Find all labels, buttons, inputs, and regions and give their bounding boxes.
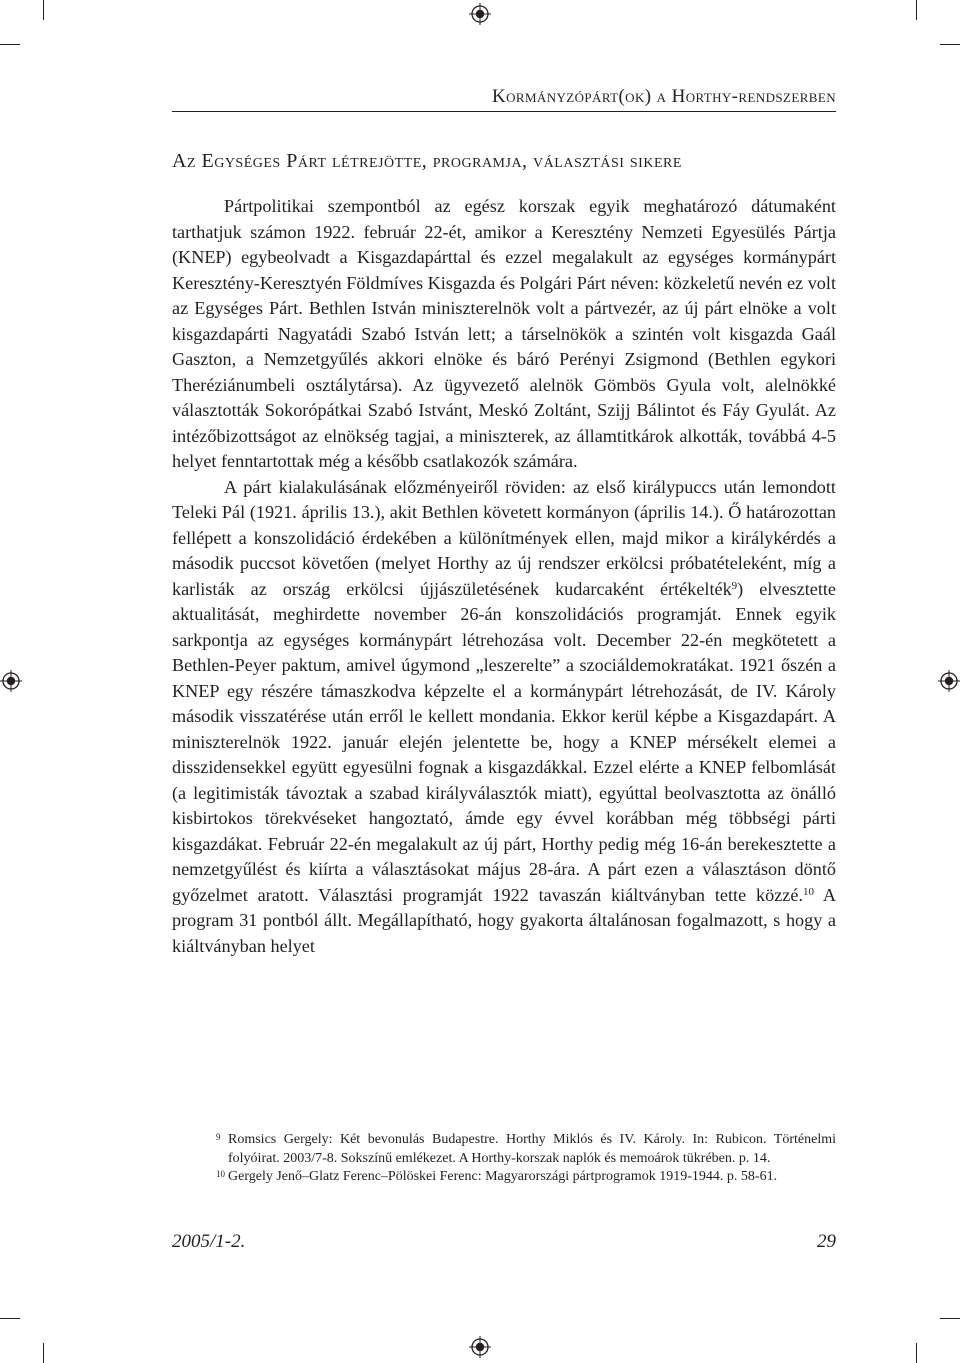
crop-mark-bottom-right-h (940, 1318, 960, 1319)
section-title: Az Egységes Párt létrejötte, programja, választási sikere (172, 150, 682, 172)
running-head: Kormányzópárt(ok) a Horthy-rendszerben (491, 86, 836, 107)
crop-mark-top-right-v (916, 0, 917, 20)
paragraph-2: A párt kialakulásának előzményeiről röviden: az első királypuccs után lemondott Teleki Pál (1921. április 13.), akit Bethlen követett kormányon (április 14.). Ő határozottan fellépett a konszolidáció érdekében a különítmények ellen, majd mikor a királykérdés a második puccsot követően (melyet Horthy az új rendszer erkölcsi próbatételeként, míg a karlisták az ország erkölcsi újjászületésének kudarcaként értékelték$^9$) elvesztette aktualitását, meghirdette november 26-án konszolidációs programját. Ennek egyik sarkpontja az egységes kormánypárt létrehozása volt. December 22-én megkötetett a Bethlen-Peyer paktum, amivel úgymond „leszerelte” a szociáldemokratákat. 1921 őszén a KNEP egy részére támaszkodva képzelte el a kormánypárt létrehozását, de IV. Károly második visszatérése után erről le kellett mondania. Ekkor kerül képbe a Kisgazdapárt. A miniszterelnök 1922. január elején jelentette be, hogy a KNEP mérsékelt elemei a disszidensekkel együtt egyesülni fognak a kisgazdákkal. Ezzel elérte a KNEP felbomlását (a legitimisták távoztak a szabad királyválasztók miatt), egyúttal beolvasztotta az önálló kisbirtokos törekvéseket hangoztató, ámde egy évvel korábban még többségi párti kisgazdákat. Február 22-én megalakult az új párt, Horthy pedig még 16-án berekesztette a nemzetgyűlést és kiírta a választásokat május 28-ára. A párt ezen a választáson döntő győzelmet aratott. Választási programját 1922 tavaszán kiáltványban tette közzé.$^{10}$ A program 31 pontból állt. Megállapítható, hogy gyakorta általánosan fogalmazott, s hogy a kiáltványban helyet (172, 476, 836, 956)
registration-mark-icon (469, 1336, 491, 1358)
crop-mark-top-left-v (43, 0, 44, 20)
page-number: 29 (817, 1231, 836, 1252)
crop-mark-top-right-h (940, 44, 960, 45)
footnotes (218, 1131, 836, 1187)
footnote-10: 10 Gergely Jenő–Glatz Ferenc–Pölöskei Ferenc: Magyarországi pártprogramok 1919-1944. p. 58-61. (216, 1169, 778, 1184)
registration-mark-icon (469, 3, 491, 25)
footnote-ref-9[interactable]: 9 (731, 579, 738, 592)
footer-issue: 2005/1-2. (172, 1231, 246, 1252)
footnote-9: 9 Romsics Gergely: Két bevonulás Budapestre. Horthy Miklós és IV. Károly. In: Rubicon. Történelmi folyóirat. 2003/7-8. Sokszínű emlékezet. A Horthy-korszak naplók és memoárok tükrében. p. 14. (216, 1132, 836, 1166)
crop-mark-bottom-left-v (43, 1343, 44, 1363)
crop-mark-bottom-right-v (916, 1343, 917, 1363)
body-text (172, 194, 836, 959)
footnote-ref-10[interactable]: 10 (803, 885, 814, 898)
registration-mark-icon (938, 670, 960, 692)
header-rule (172, 111, 836, 112)
crop-mark-top-left-h (0, 44, 20, 45)
registration-mark-icon (0, 670, 22, 692)
crop-mark-bottom-left-h (0, 1318, 20, 1319)
paragraph-1: Pártpolitikai szempontból az egész korszak egyik meghatározó dátumaként tarthatjuk számon 1922. február 22-ét, amikor a Keresztény Nemzeti Egyesülés Pártja (KNEP) egybeolvadt a Kisgazdapárttal és ezzel megalakult az egységes kormánypárt Keresztény-Keresztyén Földmíves Kisgazda és Polgári Párt néven: közkeletű nevén ez volt az Egységes Párt. Bethlen István miniszterelnök volt a pártvezér, az új párt elnöke a volt kisgazdapárti Nagyatádi Szabó István lett; a társelnökök a szintén volt kisgazda Gaál Gaszton, a Nemzetgyűlés akkori elnöke és báró Perényi Zsigmond (Bethlen egykori Theréziánumbeli osztálytársa). Az ügyvezető alelnök Gömbös Gyula volt, alelnökké választották Sokorópátkai Szabó Istvánt, Meskó Zoltánt, Szijj Bálintot és Fáy Gyulát. Az intézőbizottságot az elnökség tagjai, a miniszterek, az államtitkárok alkották, továbbá 4-5 helyet fenntartottak még a később csatlakozók számára. (172, 196, 836, 471)
